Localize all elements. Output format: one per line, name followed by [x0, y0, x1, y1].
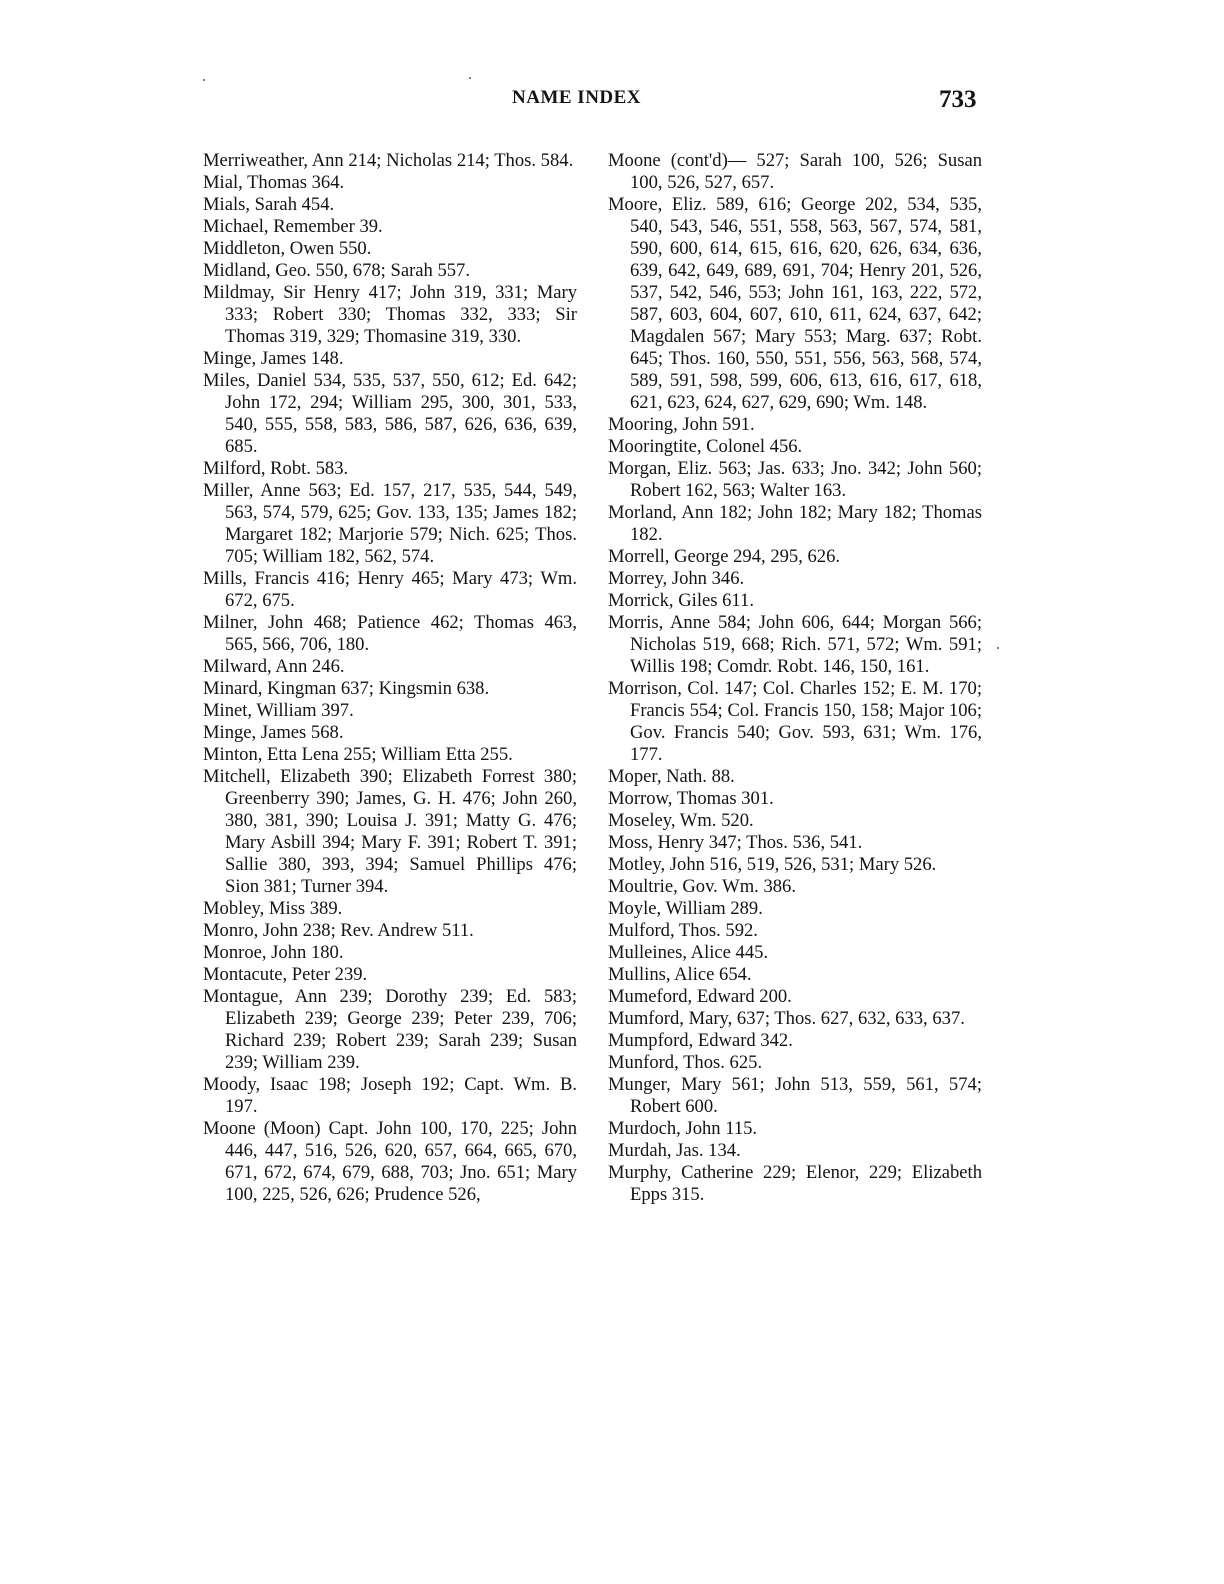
index-entry: Mullins, Alice 654.: [608, 964, 752, 985]
index-entry: Munford, Thos. 625.: [608, 1052, 763, 1073]
index-entry: Morrison, Col. 147; Col. Charles 152; E. M. 170; Francis 554; Col. Francis 150, 158; Major 106; Gov. Francis 540; Gov. 593, 631; Wm. 176, 177.: [608, 678, 982, 765]
index-entry: Morland, Ann 182; John 182; Mary 182; Thomas 182.: [608, 502, 982, 545]
index-entry: Moody, Isaac 198; Joseph 192; Capt. Wm. B. 197.: [203, 1074, 577, 1117]
index-entry: Minard, Kingman 637; Kingsmin 638.: [203, 678, 490, 699]
index-entry: Murdah, Jas. 134.: [608, 1140, 741, 1161]
page-title: NAME INDEX: [512, 87, 642, 108]
index-entry: Motley, John 516, 519, 526, 531; Mary 526.: [608, 854, 937, 875]
index-entry: Minge, James 568.: [203, 722, 344, 743]
index-entry: Moone (Moon) Capt. John 100, 170, 225; John 446, 447, 516, 526, 620, 657, 664, 665, 670, 671, 672, 674, 679, 688, 703; Jno. 651; Mary 100, 225, 526, 626; Prudence 526,: [203, 1118, 577, 1205]
scan-speck: [469, 77, 471, 79]
index-entry: Moseley, Wm. 520.: [608, 810, 754, 831]
index-entry: Moone (cont'd)— 527; Sarah 100, 526; Susan 100, 526, 527, 657.: [608, 150, 982, 193]
index-entry: Moper, Nath. 88.: [608, 766, 735, 787]
index-entry: Murphy, Catherine 229; Elenor, 229; Elizabeth Epps 315.: [608, 1162, 982, 1205]
index-entry: Minge, James 148.: [203, 348, 344, 369]
index-entry: Morrow, Thomas 301.: [608, 788, 774, 809]
index-entry: Mulleines, Alice 445.: [608, 942, 769, 963]
scan-speck: [997, 647, 999, 649]
index-entry: Minton, Etta Lena 255; William Etta 255.: [203, 744, 513, 765]
index-entry: Moultrie, Gov. Wm. 386.: [608, 876, 796, 897]
index-entry: Miles, Daniel 534, 535, 537, 550, 612; Ed. 642; John 172, 294; William 295, 300, 301, 533, 540, 555, 558, 583, 586, 587, 626, 636, 639, 685.: [203, 370, 577, 457]
index-entry: Mial, Thomas 364.: [203, 172, 345, 193]
index-entry: Morgan, Eliz. 563; Jas. 633; Jno. 342; John 560; Robert 162, 563; Walter 163.: [608, 458, 982, 501]
index-entry: Montacute, Peter 239.: [203, 964, 368, 985]
index-entry: Michael, Remember 39.: [203, 216, 383, 237]
index-entry: Moore, Eliz. 589, 616; George 202, 534, 535, 540, 543, 546, 551, 558, 563, 567, 574, 581, 590, 600, 614, 615, 616, 620, 626, 634, 636, 639, 642, 649, 689, 691, 704; Henry 201, 526, 537, 542, 546, 553; John 161, 163, 222, 572, 587, 603, 604, 607, 610, 611, 624, 637, 642; Magdalen 567; Mary 553; Marg. 637; Robt. 645; Thos. 160, 550, 551, 556, 563, 568, 574, 589, 591, 598, 599, 606, 613, 616, 617, 618, 621, 623, 624, 627, 629, 690; Wm. 148.: [608, 194, 982, 413]
index-entry: Minet, William 397.: [203, 700, 354, 721]
scan-speck: [203, 79, 205, 81]
index-entry: Mitchell, Elizabeth 390; Elizabeth Forrest 380; Greenberry 390; James, G. H. 476; John 260, 380, 381, 390; Louisa J. 391; Matty G. 476; Mary Asbill 394; Mary F. 391; Robert T. 391; Sallie 380, 393, 394; Samuel Phillips 476; Sion 381; Turner 394.: [203, 766, 577, 897]
index-entry: Murdoch, John 115.: [608, 1118, 758, 1139]
index-entry: Mooring, John 591.: [608, 414, 755, 435]
index-entry: Mooringtite, Colonel 456.: [608, 436, 803, 457]
index-entry: Mials, Sarah 454.: [203, 194, 335, 215]
index-entry: Mumford, Mary, 637; Thos. 627, 632, 633, 637.: [608, 1008, 965, 1029]
index-entry: Munger, Mary 561; John 513, 559, 561, 574; Robert 600.: [608, 1074, 982, 1117]
index-entry: Morrey, John 346.: [608, 568, 745, 589]
index-entry: Mildmay, Sir Henry 417; John 319, 331; Mary 333; Robert 330; Thomas 332, 333; Sir Thomas 319, 329; Thomasine 319, 330.: [203, 282, 577, 347]
index-column-left: [203, 150, 577, 1206]
index-entry: Milner, John 468; Patience 462; Thomas 463, 565, 566, 706, 180.: [203, 612, 577, 655]
index-column-right: [608, 150, 982, 1206]
index-entry: Milford, Robt. 583.: [203, 458, 349, 479]
index-entry: Moyle, William 289.: [608, 898, 763, 919]
index-entry: Montague, Ann 239; Dorothy 239; Ed. 583; Elizabeth 239; George 239; Peter 239, 706; Richard 239; Robert 239; Sarah 239; Susan 239; William 239.: [203, 986, 577, 1073]
index-entry: Merriweather, Ann 214; Nicholas 214; Thos. 584.: [203, 150, 574, 171]
index-entry: Monroe, John 180.: [203, 942, 344, 963]
index-entry: Morrick, Giles 611.: [608, 590, 754, 611]
index-entry: Mills, Francis 416; Henry 465; Mary 473; Wm. 672, 675.: [203, 568, 577, 611]
index-entry: Milward, Ann 246.: [203, 656, 345, 677]
index-entry: Mumpford, Edward 342.: [608, 1030, 793, 1051]
index-entry: Midland, Geo. 550, 678; Sarah 557.: [203, 260, 470, 281]
index-entry: Mobley, Miss 389.: [203, 898, 343, 919]
index-entry: Mulford, Thos. 592.: [608, 920, 758, 941]
index-entry: Miller, Anne 563; Ed. 157, 217, 535, 544, 549, 563, 574, 579, 625; Gov. 133, 135; James 182; Margaret 182; Marjorie 579; Nich. 625; Thos. 705; William 182, 562, 574.: [203, 480, 577, 567]
index-entry: Mumeford, Edward 200.: [608, 986, 792, 1007]
index-entry: Morris, Anne 584; John 606, 644; Morgan 566; Nicholas 519, 668; Rich. 571, 572; Wm. 591; Willis 198; Comdr. Robt. 146, 150, 161.: [608, 612, 982, 677]
index-entry: Morrell, George 294, 295, 626.: [608, 546, 841, 567]
index-entry: Middleton, Owen 550.: [203, 238, 372, 259]
page-number: 733: [939, 86, 977, 113]
index-entry: Moss, Henry 347; Thos. 536, 541.: [608, 832, 863, 853]
index-entry: Monro, John 238; Rev. Andrew 511.: [203, 920, 474, 941]
